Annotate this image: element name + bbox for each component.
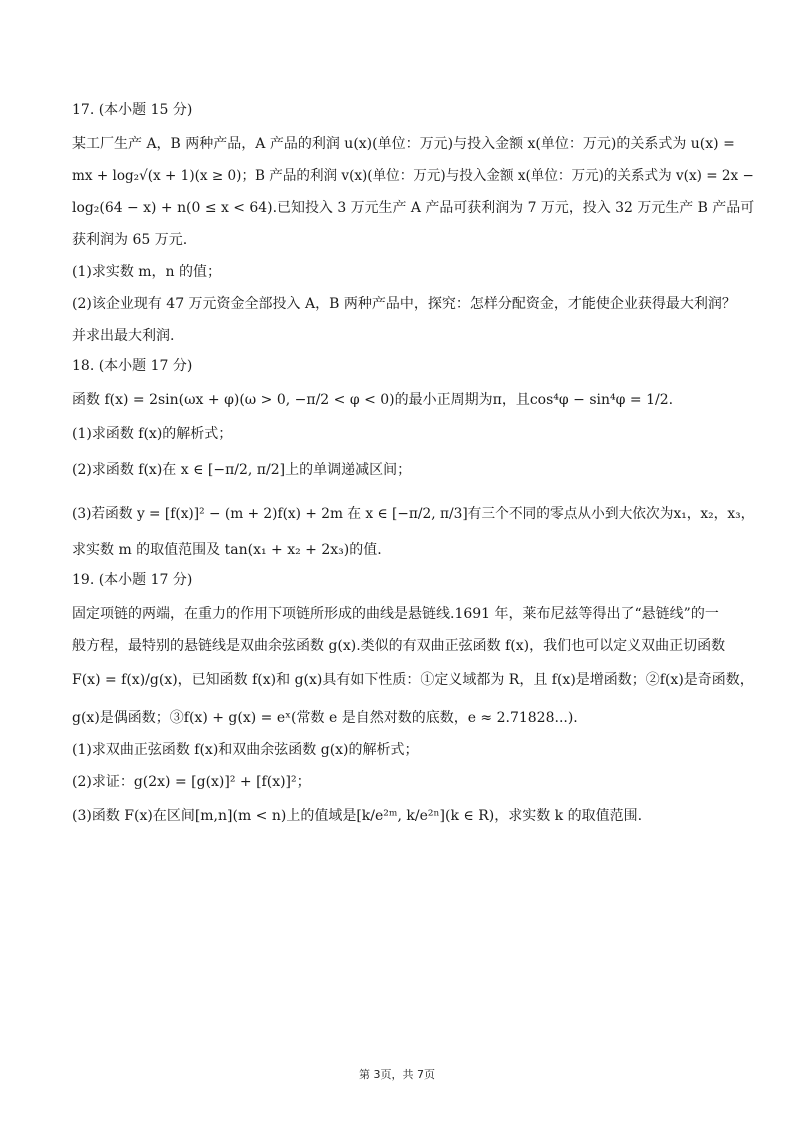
q19-part2: (2)求证：g(2x) = [g(x)]² + [f(x)]²； <box>72 774 311 790</box>
q18-part1: (1)求函数 f(x)的解析式； <box>72 426 233 442</box>
q19-part3: (3)函数 F(x)在区间[m,n](m < n)上的值域是[k/e²ᵐ, k/e²ⁿ](k ∈ R)，求实数 k 的取值范围. <box>72 808 643 824</box>
q17-text-line: log₂(64 − x) + n(0 ≤ x < 64).已知投入 3 万元生产 A 产品可获利润为 7 万元，投入 32 万元生产 B 产品可 <box>72 200 755 216</box>
q17-text-line: mx + log₂√(x + 1)(x ≥ 0)；B 产品的利润 v(x)(单位：万元)与投入金额 x(单位：万元)的关系式为 v(x) = 2x − <box>72 168 754 184</box>
q19-text-line: F(x) = f(x)/g(x)，已知函数 f(x)和 g(x)具有如下性质：①定义域都为 R，且 f(x)是增函数；②f(x)是奇函数， <box>72 672 754 688</box>
q19-part1: (1)求双曲正弦函数 f(x)和双曲余弦函数 g(x)的解析式； <box>72 742 419 758</box>
q19-text-line: 般方程，最特别的悬链线是双曲余弦函数 g(x).类似的有双曲正弦函数 f(x)，我们也可以定义双曲正切函数 <box>72 638 726 654</box>
q17-part2: (2)该企业现有 47 万元资金全部投入 A，B 两种产品中，探究：怎样分配资金，才能使企业获得最大利润？ <box>72 296 736 312</box>
q17-text-line: 获利润为 65 万元. <box>72 232 188 248</box>
q19-text-line: g(x)是偶函数；③f(x) + g(x) = eˣ(常数 e 是自然对数的底数，e ≈ 2.71828...). <box>72 710 578 726</box>
q18-part3-cont: 求实数 m 的取值范围及 tan(x₁ + x₂ + 2x₃)的值. <box>72 542 382 558</box>
q18-part3: (3)若函数 y = [f(x)]² − (m + 2)f(x) + 2m 在 x ∈ [−π/2, π/3]有三个不同的零点从小到大依次为x₁，x₂，x₃， <box>72 506 755 522</box>
q18-text-line: 函数 f(x) = 2sin(ωx + φ)(ω > 0, −π/2 < φ < 0)的最小正周期为π，且cos⁴φ − sin⁴φ = 1/2. <box>72 392 674 408</box>
q19-text-line: 固定项链的两端，在重力的作用下项链所形成的曲线是悬链线.1691 年，莱布尼兹等得出了“悬链线”的一 <box>72 606 719 622</box>
q17-part1: (1)求实数 m，n 的值； <box>72 264 222 280</box>
q19-heading: 19. (本小题 17 分) <box>72 572 193 588</box>
q18-heading: 18. (本小题 17 分) <box>72 358 193 374</box>
q18-part2: (2)求函数 f(x)在 x ∈ [−π/2, π/2]上的单调递减区间； <box>72 462 412 478</box>
q17-text-line: 某工厂生产 A，B 两种产品，A 产品的利润 u(x)(单位：万元)与投入金额 x(单位：万元)的关系式为 u(x) = <box>72 136 735 152</box>
page-footer: 第 3页，共 7页 <box>359 1068 435 1081</box>
q17-part2-cont: 并求出最大利润. <box>72 328 175 344</box>
q17-heading: 17. (本小题 15 分) <box>72 102 193 118</box>
